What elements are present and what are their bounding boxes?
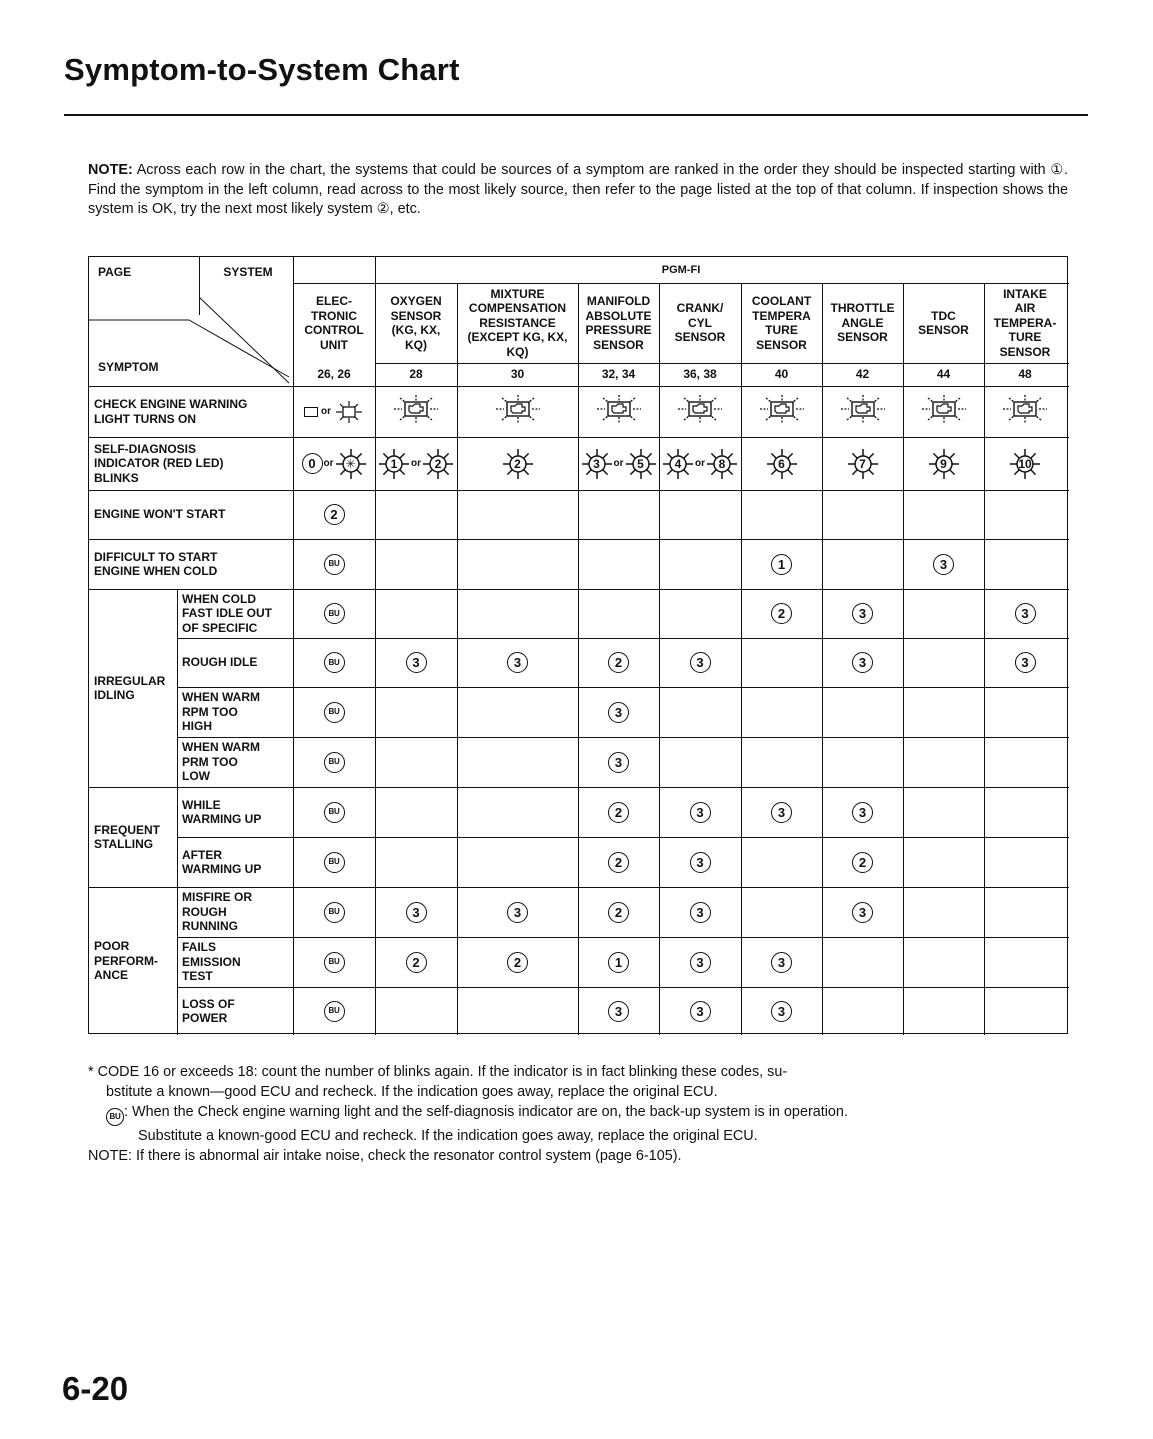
code-zero-icon: 0: [302, 453, 323, 474]
rank-2-mark: 2: [608, 852, 629, 873]
column-header-5: COOLANT TEMPERA TURE SENSOR: [751, 294, 812, 352]
rank-2-mark-box: [506, 950, 530, 974]
rank-3-mark-box: [851, 651, 875, 675]
page-number: 6-20: [62, 1370, 129, 1407]
blink-code-5-icon: [625, 448, 657, 480]
column-page-1: 28: [409, 367, 423, 382]
rank-3-mark-box: [851, 900, 875, 924]
check-engine-cell-2: [457, 386, 578, 437]
check-engine-cell-5: [741, 386, 822, 437]
column-page-5: 40: [774, 367, 789, 382]
column-header-1: OXYGEN SENSOR (KG, KX, KQ): [390, 294, 442, 352]
blink-code-2-icon-number: 2: [514, 456, 521, 471]
rank-3-mark-box: [506, 651, 530, 675]
symptom-row-label: WHEN WARM PRM TOO LOW: [182, 740, 260, 784]
warning-lamp-icon: [304, 407, 318, 417]
blink-code-4-icon: [662, 448, 694, 480]
symptom-row-label: MISFIRE OR ROUGH RUNNING: [182, 890, 253, 934]
symptom-row-label: AFTER WARMING UP: [182, 847, 262, 876]
backup-mark-box: [322, 950, 346, 974]
backup-mark-box: [322, 700, 346, 724]
blink-code-9-icon-number: 9: [940, 456, 947, 471]
rank-3-mark-box: [607, 700, 631, 724]
pgm-fi-header-line: [293, 283, 1069, 284]
rank-3-mark: 3: [933, 554, 954, 575]
title-rule: [64, 114, 1088, 116]
rank-3-mark-box: [688, 999, 712, 1023]
rank-3-mark: 3: [852, 652, 873, 673]
rank-2-mark-box: [607, 651, 631, 675]
rank-2-mark: 2: [406, 952, 427, 973]
backup-mark: BU: [324, 852, 345, 873]
backup-mark: BU: [324, 902, 345, 923]
rank-3-mark: 3: [690, 902, 711, 923]
group-label-3: FREQUENT STALLING: [94, 822, 160, 851]
rank-3-mark-box: [607, 999, 631, 1023]
column-page-4: 36, 38: [683, 367, 717, 382]
symptom-row-label: FAILS EMISSION TEST: [182, 940, 241, 984]
code-footnote-line-1: * CODE 16 or exceeds 18: count the number of blinks again. If the indicator is in fact blinking these codes, su-: [88, 1064, 788, 1080]
backup-mark-box: [322, 900, 346, 924]
rank-2-mark: 2: [608, 902, 629, 923]
rank-3-mark-box: [1013, 651, 1037, 675]
symptom-row-label: WHEN WARM RPM TOO HIGH: [182, 690, 260, 734]
blink-code-3-icon-number: 3: [593, 456, 600, 471]
rank-2-mark: 2: [507, 952, 528, 973]
rank-3-mark-box: [688, 850, 712, 874]
rank-3-mark: 3: [690, 852, 711, 873]
page-title: Symptom-to-System Chart: [64, 52, 460, 87]
rank-2-mark: 2: [608, 802, 629, 823]
column-page-8: 48: [1018, 367, 1032, 382]
column-header-4: CRANK/ CYL SENSOR: [674, 301, 726, 345]
rank-3-mark: 3: [507, 652, 528, 673]
backup-mark: BU: [324, 603, 345, 624]
row-line: [177, 837, 1069, 838]
rank-3-mark-box: [607, 750, 631, 774]
backup-mark-box: [322, 800, 346, 824]
symptom-row-label: ENGINE WON'T START: [94, 507, 226, 522]
blink-code-9-icon: [928, 448, 960, 480]
rank-2-mark: 2: [324, 504, 345, 525]
rank-2-mark-box: [607, 850, 631, 874]
row-line: [177, 687, 1069, 688]
check-engine-cell-1: [375, 386, 457, 437]
blink-code-10-icon-number: 10: [1018, 456, 1032, 471]
bu-footnote-text: : When the Check engine warning light and the self-diagnosis indicator are on, the back-up system is in operation.: [124, 1104, 848, 1120]
intro-note: [88, 161, 1068, 220]
blink-code-cell-3: [578, 437, 659, 490]
or-text: or: [411, 458, 421, 469]
symptom-chart: [88, 256, 1068, 1034]
system-label: SYSTEM: [223, 264, 273, 279]
backup-mark-box: [322, 999, 346, 1023]
rank-3-mark: 3: [507, 902, 528, 923]
rank-3-mark-box: [404, 900, 428, 924]
rank-2-mark-box: [322, 503, 346, 527]
row-line: [177, 737, 1069, 738]
backup-mark: BU: [324, 752, 345, 773]
rank-2-mark-box: [770, 602, 794, 626]
check-engine-lamp-icon: [754, 392, 810, 431]
backup-mark: BU: [324, 952, 345, 973]
note-text: Across each row in the chart, the systems that could be sources of a symptom are ranked in the order they should be inspected starting with ①. Find the symptom in the left column, read across to the most likely source, then refer to the page listed at the top of that column. If inspection shows the system is OK, try the next most likely system ②, etc.: [88, 162, 1068, 217]
blink-code-7-icon: [847, 448, 879, 480]
blink-code-4-icon-number: 4: [674, 456, 682, 471]
backup-mark-box: [322, 850, 346, 874]
rank-3-mark-box: [932, 552, 956, 576]
rank-3-mark: 3: [690, 952, 711, 973]
column-header-2: MIXTURE COMPENSATION RESISTANCE (EXCEPT KG, KX, KQ): [467, 286, 568, 359]
bu-footnote-line-1: [88, 1102, 1073, 1126]
backup-mark-box: [322, 651, 346, 675]
rank-3-mark-box: [1013, 602, 1037, 626]
check-engine-lamp-icon: [916, 392, 972, 431]
blink-code-cell-6: [822, 437, 903, 490]
pgm-fi-label: PGM-FI: [661, 263, 701, 276]
blink-code-2-icon: [422, 448, 454, 480]
symptom-label: SYMPTOM: [98, 359, 159, 374]
column-header-8: INTAKE AIR TEMPERA- TURE SENSOR: [993, 286, 1057, 359]
blink-code-8-icon-number: 8: [718, 456, 726, 471]
blink-code-8-icon: [706, 448, 738, 480]
check-engine-cell-6: [822, 386, 903, 437]
column-header-3: MANIFOLD ABSOLUTE PRESSURE SENSOR: [585, 294, 652, 352]
rank-3-mark-box: [770, 950, 794, 974]
symptom-row-label: DIFFICULT TO START ENGINE WHEN COLD: [94, 549, 218, 578]
blink-code-2-icon: [502, 448, 534, 480]
rank-3-mark-box: [851, 800, 875, 824]
check-engine-lamp-icon: [490, 392, 546, 431]
symptom-row-label: WHEN COLD FAST IDLE OUT OF SPECIFIC: [182, 591, 272, 635]
blink-code-3-icon: [581, 448, 613, 480]
row-line: [177, 638, 1069, 639]
blink-code-1-icon: [378, 448, 410, 480]
symptom-row-label: LOSS OF POWER: [182, 996, 235, 1025]
rank-3-mark: 3: [406, 902, 427, 923]
backup-mark: BU: [324, 1001, 345, 1022]
backup-symbol-icon: BU: [106, 1108, 124, 1126]
blink-code-cell-7: [903, 437, 984, 490]
column-page-7: 44: [936, 367, 951, 382]
blink-code-6-icon: [766, 448, 798, 480]
backup-mark: BU: [324, 702, 345, 723]
check-engine-cell-8: [984, 386, 1066, 437]
rank-3-mark-box: [506, 900, 530, 924]
blink-code-6-icon-number: 6: [778, 456, 785, 471]
group-label-2: IRREGULAR IDLING: [94, 673, 166, 702]
rank-3-mark: 3: [690, 1001, 711, 1022]
rank-3-mark-box: [770, 999, 794, 1023]
rank-3-mark: 3: [771, 952, 792, 973]
blink-code-5-icon-number: 5: [637, 456, 644, 471]
backup-mark-box: [322, 750, 346, 774]
rank-3-mark: 3: [608, 752, 629, 773]
backup-mark: BU: [324, 802, 345, 823]
rank-3-mark: 3: [406, 652, 427, 673]
or-text: or: [613, 458, 624, 469]
check-engine-cell-3: [578, 386, 659, 437]
blink-code-*-icon: [335, 448, 367, 480]
backup-mark-box: [322, 602, 346, 626]
resonator-note: NOTE: If there is abnormal air intake noise, check the resonator control system (page 6-105).: [88, 1148, 682, 1164]
blinking-lamp-icon: [334, 400, 364, 424]
group-label-4: POOR PERFORM- ANCE: [94, 939, 158, 983]
rank-1-mark: 1: [608, 952, 629, 973]
rank-3-mark: 3: [852, 802, 873, 823]
blink-code-1-icon-number: 1: [390, 456, 398, 471]
rank-3-mark-box: [770, 800, 794, 824]
check-engine-lamp-icon: [835, 392, 891, 431]
symptom-row-label: WHILE WARMING UP: [182, 797, 262, 826]
check-engine-cell-7: [903, 386, 984, 437]
rank-2-mark: 2: [608, 652, 629, 673]
rank-3-mark: 3: [690, 652, 711, 673]
rank-2-mark-box: [607, 800, 631, 824]
row-line: [177, 937, 1069, 938]
rank-3-mark-box: [404, 651, 428, 675]
rank-3-mark: 3: [852, 603, 873, 624]
column-page-3: 32, 34: [601, 367, 636, 382]
or-text: or: [321, 406, 331, 417]
rank-2-mark: 2: [771, 603, 792, 624]
rank-3-mark: 3: [1015, 603, 1036, 624]
check-engine-lamp-icon: [591, 392, 647, 431]
blink-code-cell-4: [659, 437, 741, 490]
blink-code-cell-5: [741, 437, 822, 490]
rank-3-mark: 3: [608, 1001, 629, 1022]
rank-3-mark: 3: [771, 1001, 792, 1022]
rank-3-mark: 3: [1015, 652, 1036, 673]
rank-3-mark-box: [688, 651, 712, 675]
column-page-0: 26, 26: [317, 367, 351, 382]
check-engine-cell-0: [293, 386, 375, 437]
rank-3-mark: 3: [608, 702, 629, 723]
column-header-0: ELEC- TRONIC CONTROL UNIT: [304, 294, 364, 352]
column-page-6: 42: [855, 367, 870, 382]
check-engine-lamp-icon: [388, 392, 444, 431]
rank-1-mark: 1: [771, 554, 792, 575]
backup-mark-box: [322, 552, 346, 576]
rank-2-mark-box: [607, 900, 631, 924]
blink-code-cell-1: [375, 437, 457, 490]
blink-code-cell-0: [293, 437, 375, 490]
or-text: or: [695, 458, 705, 469]
rank-3-mark-box: [688, 800, 712, 824]
rank-3-mark: 3: [771, 802, 792, 823]
rank-3-mark-box: [851, 602, 875, 626]
rank-1-mark-box: [770, 552, 794, 576]
rank-2-mark-box: [404, 950, 428, 974]
note-label: NOTE:: [88, 162, 133, 178]
footnotes: [88, 1062, 1073, 1166]
or-text: or: [323, 458, 334, 469]
rank-3-mark: 3: [690, 802, 711, 823]
rank-1-mark-box: [607, 950, 631, 974]
backup-mark: BU: [324, 554, 345, 575]
column-header-7: TDC SENSOR: [918, 308, 969, 337]
check-engine-row-label: CHECK ENGINE WARNING LIGHT TURNS ON: [94, 397, 248, 426]
rank-3-mark: 3: [852, 902, 873, 923]
page-label: PAGE: [98, 264, 132, 279]
symptom-row-label: ROUGH IDLE: [182, 655, 258, 670]
column-page-2: 30: [510, 367, 525, 382]
blink-code-2-icon-number: 2: [434, 456, 442, 471]
blink-code-cell-2: [457, 437, 578, 490]
self-diagnosis-row-label: SELF-DIAGNOSIS INDICATOR (RED LED) BLINKS: [94, 441, 224, 485]
backup-mark: BU: [324, 652, 345, 673]
blink-code-7-icon-number: 7: [859, 456, 866, 471]
check-engine-lamp-icon: [997, 392, 1053, 431]
row-line: [177, 987, 1069, 988]
check-engine-lamp-icon: [672, 392, 728, 431]
blink-code-cell-8: [984, 437, 1066, 490]
check-engine-cell-4: [659, 386, 741, 437]
rank-2-mark: 2: [852, 852, 873, 873]
blink-code-10-icon: [1009, 448, 1041, 480]
rank-2-mark-box: [851, 850, 875, 874]
column-header-6: THROTTLE ANGLE SENSOR: [830, 301, 895, 345]
bu-footnote-line-2: Substitute a known-good ECU and recheck. If the indication goes away, replace the original ECU.: [138, 1128, 758, 1144]
rank-3-mark-box: [688, 900, 712, 924]
rank-3-mark-box: [688, 950, 712, 974]
blink-code-*-icon-number: ✳: [345, 456, 356, 471]
code-footnote-line-2: bstitute a known—good ECU and recheck. If the indication goes away, replace the original ECU.: [106, 1084, 718, 1100]
